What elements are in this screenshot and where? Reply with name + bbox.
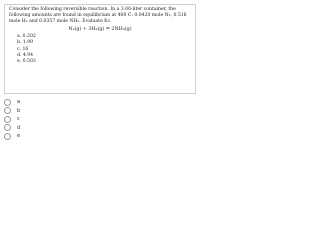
radio-button[interactable]	[4, 116, 11, 123]
option-label: a	[17, 99, 21, 106]
choice-text: c. 16	[17, 46, 29, 52]
answer-option-c[interactable]	[0, 115, 200, 124]
radio-button[interactable]	[4, 133, 11, 140]
option-label: c	[17, 116, 20, 123]
reaction-equation: N₂(g) + 3H₂(g) ⇌ 2NH₃(g)	[68, 27, 132, 32]
answer-option-b[interactable]	[0, 107, 200, 116]
choice-list	[9, 34, 191, 65]
choice-text: b. 1.99	[17, 40, 34, 46]
radio-button[interactable]	[4, 124, 11, 131]
choice-text: d. 4.94	[17, 52, 34, 58]
answer-option-e[interactable]	[0, 132, 200, 141]
answer-option-d[interactable]	[0, 124, 200, 133]
question-text-line: Consider the following reversible reaction. In a 3.00-liter container, the	[9, 7, 176, 12]
option-label: b	[17, 107, 21, 114]
answer-options	[0, 98, 200, 141]
option-label: d	[17, 124, 21, 131]
radio-button[interactable]	[4, 99, 11, 106]
option-label: e	[17, 133, 21, 140]
choice-text: e. 0.503	[17, 59, 36, 65]
question-text-line: following amounts are found in equilibrium at 400 C: 0.0420 mole N₂, 0.516	[9, 13, 187, 18]
answer-option-a[interactable]	[0, 98, 200, 107]
question-box	[4, 4, 196, 94]
question-page	[0, 0, 200, 140]
radio-button[interactable]	[4, 107, 11, 114]
question-text-line: mole H₂ and 0.0357 mole NH₃. Evaluate Kc.	[9, 19, 112, 24]
choice-text: a. 0.202	[17, 34, 36, 39]
